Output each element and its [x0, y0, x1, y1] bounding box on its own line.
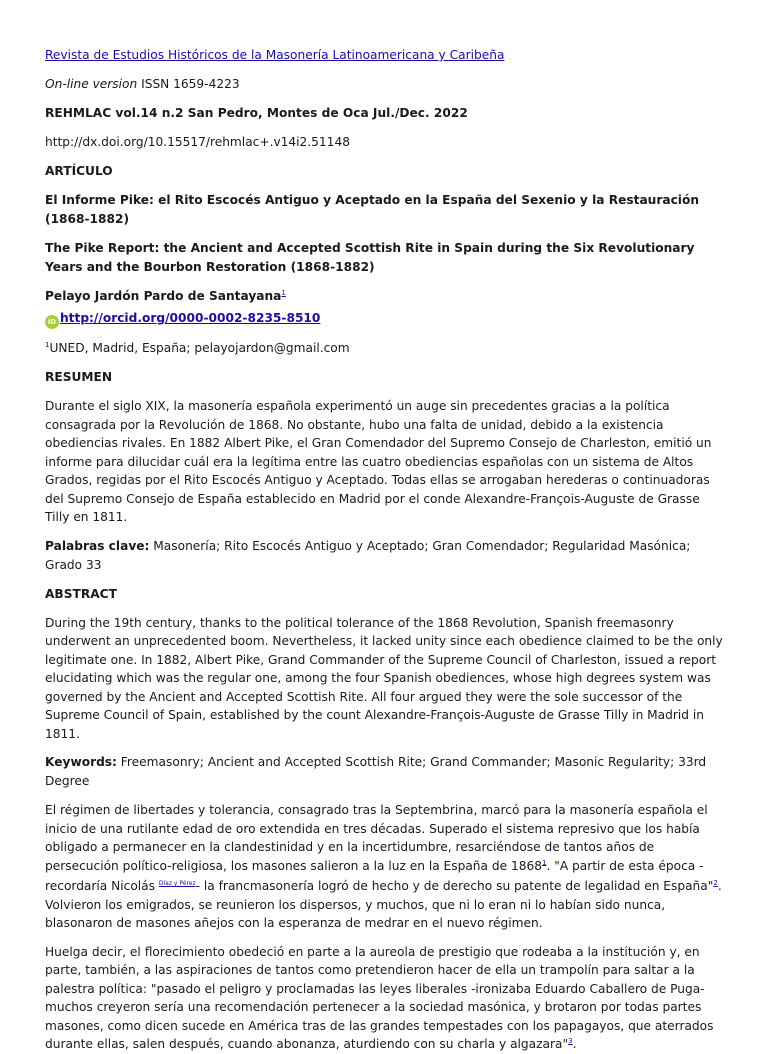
- section-heading: ARTÍCULO: [45, 164, 113, 178]
- author-name: Pelayo Jardón Pardo de Santayana: [45, 289, 282, 303]
- keywords: [45, 753, 723, 791]
- orcid-line: [45, 309, 723, 329]
- citation-diaz-perez-link[interactable]: Díaz y Pérez: [158, 880, 196, 887]
- title-english: [45, 239, 723, 277]
- issue-info: REHMLAC vol.14 n.2 San Pedro, Montes de Oca Jul./Dec. 2022: [45, 106, 468, 120]
- issn-value: ISSN 1659-4223: [137, 77, 240, 91]
- affiliation-line: [45, 339, 723, 358]
- article-title-es: El Informe Pike: el Rito Escocés Antiguo y Aceptado en la España del Sexenio y la Restauración (1868-1882): [45, 193, 700, 226]
- body-p2-a: Huelga decir, el florecimiento obedeció en parte a la aureola de prestigio que rodeaba a la institución y, en parte, también, a las aspiraciones de tantos como pretendieron hacer de ella un trampolín para saltar a la palestra política: "pasado el peligro y proclamadas las leyes liberales -ironizaba Eduardo Caballero de Puga- muchos creyeron sería una recomendación pertenecer a la sociedad masónica, y brotaron por todas partes masones, como dicen sucede en América tras de las grandes tempestades con los papagayos, que aterrados durante ellas, salen después, cuando abonanza, aturdiendo con su charla y algazara": [45, 944, 714, 1051]
- doi-text: http://dx.doi.org/10.15517/rehmlac+.v14i2.51148: [45, 135, 350, 149]
- resumen-heading: RESUMEN: [45, 370, 113, 384]
- body-paragraph-2: [45, 943, 723, 1054]
- body-p1-d: . Volvieron los emigrados, se reunieron los dispersos, y muchos, que ni lo eran ni lo habían sido nunca, blasonaron de masones añejos con la esperanza de medrar en el nuevo régimen.: [45, 879, 722, 930]
- online-version-label: On-line version: [45, 77, 138, 91]
- author-line: [45, 287, 723, 306]
- body-p1-b: . "A partir de esta época -recordaría Nicolás: [45, 858, 704, 893]
- affiliation-sup: 1: [45, 340, 50, 349]
- body-p2-b: .: [572, 1037, 577, 1051]
- section-label: [45, 162, 723, 181]
- journal-title-link[interactable]: Revista de Estudios Históricos de la Masonería Latinoamericana y Caribeña: [45, 48, 505, 62]
- abstract-heading-row: [45, 585, 723, 604]
- palabras-clave: [45, 537, 723, 575]
- abstract-heading: ABSTRACT: [45, 586, 117, 601]
- footnote-1-link[interactable]: 1: [542, 858, 547, 867]
- affiliation-text: UNED, Madrid, España; pelayojardon@gmail.com: [49, 341, 350, 355]
- issn-line: [45, 75, 723, 94]
- issue-line: [45, 104, 723, 123]
- orcid-link[interactable]: http://orcid.org/0000-0002-8235-8510: [60, 311, 321, 325]
- resumen-heading-row: [45, 368, 723, 387]
- article-title-en: The Pike Report: the Ancient and Accepted Scottish Rite in Spain during the Six Revolutionary Years and the Bourbon Restoration (1868-1882): [45, 241, 695, 274]
- body-p1-a: El régimen de libertades y tolerancia, consagrado tras la Septembrina, marcó para la masonería española el inicio de una rutilante edad de oro extendida en tres décadas. Superado el sistema represivo que los había obligado a permanecer en la clandestinidad y en la incertidumbre, resarciéndose de tantos años de persecución político-religiosa, los masones salieron a la luz en la España de 1868: [45, 803, 708, 873]
- body-paragraph-1: [45, 801, 723, 933]
- body-p1-c: - la francmasonería logró de hecho y de derecho su patente de legalidad en España": [195, 879, 714, 893]
- palabras-clave-label: Palabras clave:: [45, 538, 150, 553]
- journal-header: [45, 46, 723, 65]
- footnote-3-link[interactable]: 3: [568, 1036, 573, 1045]
- title-spanish: [45, 191, 723, 229]
- author-footnote-link[interactable]: 1: [281, 288, 286, 297]
- abstract-text: During the 19th century, thanks to the political tolerance of the 1868 Revolution, Spanish freemasonry underwent an unprecedented boom. Nevertheless, it lacked unity since each obedience claimed to be the only legitimate one. In 1882, Albert Pike, Grand Commander of the Supreme Council of Charleston, issued a report elucidating which was the regular one, among the four Spanish obediences, whose high degrees system was governed by the Ancient and Accepted Scottish Rite. All four argued they were the sole successor of the Supreme Council of Spain, established by the count Alexandre-François-Auguste de Grasse Tilly in Madrid in 1811.: [45, 615, 723, 741]
- doi-line: [45, 133, 723, 152]
- orcid-icon: iD: [45, 315, 59, 329]
- keywords-values: Freemasonry; Ancient and Accepted Scottish Rite; Grand Commander; Masonic Regularity; 33rd Degree: [45, 755, 707, 788]
- footnote-2-link[interactable]: 2: [713, 878, 718, 887]
- resumen-text: Durante el siglo XIX, la masonería española experimentó un auge sin precedentes gracias a la política consagrada por la Revolución de 1868. No obstante, hubo una falta de unidad, debido a la existencia obediencias rivales. En 1882 Albert Pike, el Gran Comendador del Supremo Consejo de Charleston, emitió un informe para dilucidar cuál era la legítima entre las cuatro obediencias españolas con un sistema de Altos Grados, regidas por el Rito Escocés Antiguo y Aceptado. Todas ellas se arrogaban herederas o continuadoras del Supremo Consejo de España establecido en Madrid por el conde Alexandre-François-Auguste de Grasse Tilly en 1811.: [45, 399, 712, 524]
- keywords-label: Keywords:: [45, 755, 117, 769]
- palabras-clave-values: Masonería; Rito Escocés Antiguo y Aceptado; Gran Comendador; Regularidad Masónica; Grado 33: [45, 538, 691, 572]
